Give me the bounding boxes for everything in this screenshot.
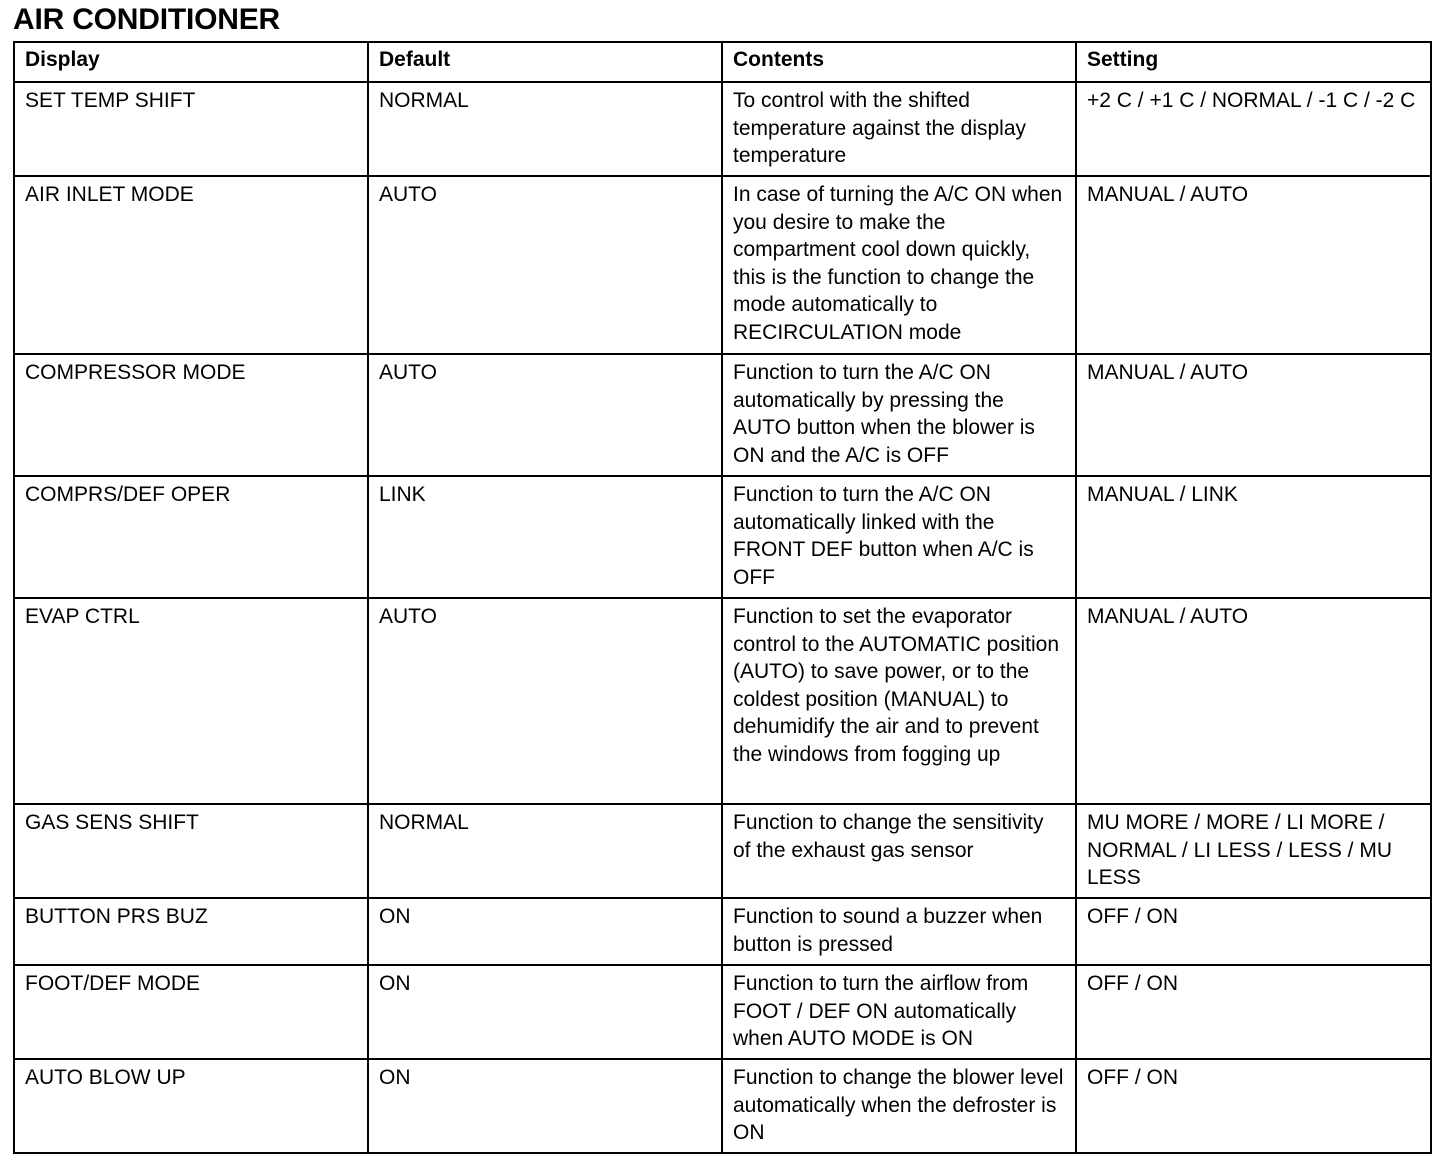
column-header-setting: Setting: [1076, 42, 1431, 82]
table-row: [14, 898, 1431, 965]
cell-display: AIR INLET MODE: [14, 176, 368, 354]
cell-contents: To control with the shifted temperature against the display temperature: [722, 82, 1076, 176]
cell-default: ON: [368, 1059, 722, 1153]
cell-default: AUTO: [368, 176, 722, 354]
table-row: [14, 176, 1431, 354]
cell-default: AUTO: [368, 598, 722, 804]
cell-contents: Function to turn the airflow from FOOT / DEF ON automatically when AUTO MODE is ON: [722, 965, 1076, 1059]
cell-display: COMPRS/DEF OPER: [14, 476, 368, 598]
cell-display: BUTTON PRS BUZ: [14, 898, 368, 965]
cell-default: NORMAL: [368, 82, 722, 176]
cell-default: LINK: [368, 476, 722, 598]
cell-default: ON: [368, 898, 722, 965]
cell-setting: MANUAL / AUTO: [1076, 176, 1431, 354]
table-header-row: [14, 42, 1431, 82]
table-row: [14, 965, 1431, 1059]
cell-default: AUTO: [368, 354, 722, 476]
air-conditioner-settings-table: [13, 41, 1432, 1154]
cell-setting: OFF / ON: [1076, 1059, 1431, 1153]
cell-setting: MU MORE / MORE / LI MORE / NORMAL / LI LESS / LESS / MU LESS: [1076, 804, 1431, 898]
cell-contents: Function to sound a buzzer when button is pressed: [722, 898, 1076, 965]
table-row: [14, 82, 1431, 176]
cell-setting: MANUAL / AUTO: [1076, 598, 1431, 804]
cell-default: NORMAL: [368, 804, 722, 898]
cell-setting: MANUAL / AUTO: [1076, 354, 1431, 476]
table-row: [14, 804, 1431, 898]
cell-display: AUTO BLOW UP: [14, 1059, 368, 1153]
column-header-display: Display: [14, 42, 368, 82]
cell-contents: In case of turning the A/C ON when you desire to make the compartment cool down quickly, this is the function to change the mode automatically to RECIRCULATION mode: [722, 176, 1076, 354]
cell-display: SET TEMP SHIFT: [14, 82, 368, 176]
cell-setting: MANUAL / LINK: [1076, 476, 1431, 598]
cell-display: COMPRESSOR MODE: [14, 354, 368, 476]
cell-setting: +2 C / +1 C / NORMAL / -1 C / -2 C: [1076, 82, 1431, 176]
cell-contents: Function to change the sensitivity of the exhaust gas sensor: [722, 804, 1076, 898]
cell-contents: Function to set the evaporator control to the AUTOMATIC position (AUTO) to save power, or to the coldest position (MANUAL) to dehumidify the air and to prevent the windows from fogging up: [722, 598, 1076, 804]
table-row: [14, 598, 1431, 804]
column-header-contents: Contents: [722, 42, 1076, 82]
table-row: [14, 476, 1431, 598]
cell-display: GAS SENS SHIFT: [14, 804, 368, 898]
column-header-default: Default: [368, 42, 722, 82]
cell-display: FOOT/DEF MODE: [14, 965, 368, 1059]
cell-default: ON: [368, 965, 722, 1059]
table-row: [14, 354, 1431, 476]
cell-setting: OFF / ON: [1076, 898, 1431, 965]
cell-display: EVAP CTRL: [14, 598, 368, 804]
cell-contents: Function to turn the A/C ON automatically by pressing the AUTO button when the blower is ON and the A/C is OFF: [722, 354, 1076, 476]
cell-contents: Function to change the blower level automatically when the defroster is ON: [722, 1059, 1076, 1153]
table-row: [14, 1059, 1431, 1153]
cell-contents: Function to turn the A/C ON automatically linked with the FRONT DEF button when A/C is OFF: [722, 476, 1076, 598]
page-title: AIR CONDITIONER: [13, 3, 281, 36]
cell-setting: OFF / ON: [1076, 965, 1431, 1059]
